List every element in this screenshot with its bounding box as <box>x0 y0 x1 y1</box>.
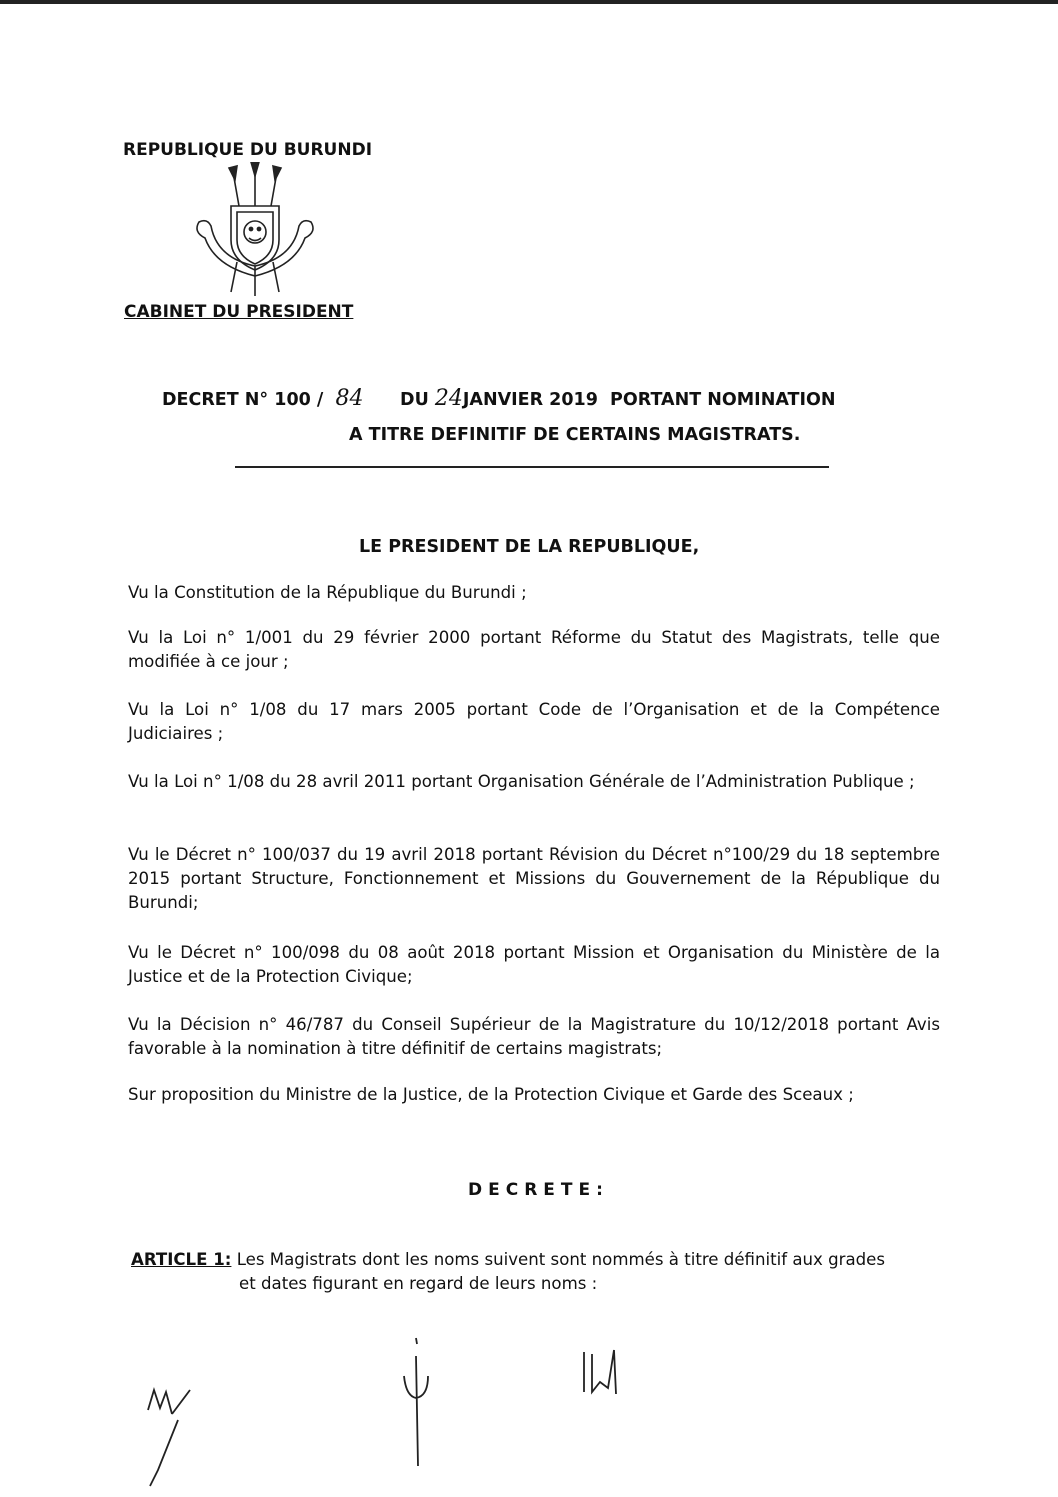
president-heading: LE PRESIDENT DE LA REPUBLIQUE, <box>359 537 700 557</box>
decrete-heading: DECRETE: <box>468 1180 609 1200</box>
top-border-line <box>0 0 1058 4</box>
cabinet-heading: CABINET DU PRESIDENT <box>124 302 354 322</box>
decree-title-rest: JANVIER 2019 PORTANT NOMINATION <box>462 390 836 410</box>
consideration-paragraph: Vu la Constitution de la République du Burundi ; <box>128 583 527 602</box>
emblem-drawing <box>185 162 325 302</box>
article-1-label: ARTICLE 1: <box>131 1250 232 1269</box>
consideration-paragraph: Vu la Loi n° 1/08 du 28 avril 2011 portant Organisation Générale de l’Administration Publique ; <box>128 772 915 791</box>
decree-title-line-1 <box>162 386 836 411</box>
article-1 <box>131 1248 943 1296</box>
handwritten-initial-mark <box>396 1336 436 1476</box>
decree-prefix: DECRET N° 100 / <box>162 390 324 410</box>
consideration-paragraph: Vu le Décret n° 100/098 du 08 août 2018 portant Mission et Organisation du Ministère de la Justice et de la Protection Civique; <box>128 943 940 986</box>
decree-du: DU <box>400 390 429 410</box>
decree-title-line-2: A TITRE DEFINITIF DE CERTAINS MAGISTRATS. <box>349 425 801 445</box>
consideration-paragraph: Vu la Loi n° 1/001 du 29 février 2000 portant Réforme du Statut des Magistrats, telle que modifiée à ce jour ; <box>128 628 940 671</box>
handwritten-decree-number: 84 <box>335 386 364 411</box>
consideration-paragraph: Vu la Loi n° 1/08 du 17 mars 2005 portant Code de l’Organisation et de la Compétence Judiciaires ; <box>128 700 940 743</box>
handwritten-initial-mark <box>138 1370 198 1490</box>
country-heading: REPUBLIQUE DU BURUNDI <box>123 140 373 160</box>
handwritten-initial-mark <box>578 1342 628 1402</box>
consideration-paragraph: Vu le Décret n° 100/037 du 19 avril 2018 portant Révision du Décret n°100/29 du 18 septembre 2015 portant Structure, Fonctionnement et Missions du Gouvernement de la République du Burundi; <box>128 845 940 912</box>
consideration-paragraph: Sur proposition du Ministre de la Justice, de la Protection Civique et Garde des Sceaux ; <box>128 1085 854 1104</box>
handwritten-decree-day: 24 <box>434 386 463 411</box>
article-1-text-line-2: et dates figurant en regard de leurs noms : <box>239 1274 598 1293</box>
consideration-paragraph: Vu la Décision n° 46/787 du Conseil Supérieur de la Magistrature du 10/12/2018 portant Avis favorable à la nomination à titre définitif de certains magistrats; <box>128 1015 940 1058</box>
coat-of-arms-emblem <box>185 162 325 302</box>
title-underline-rule <box>235 466 829 468</box>
article-1-text-line-1: Les Magistrats dont les noms suivent sont nommés à titre définitif aux grades <box>231 1250 886 1269</box>
